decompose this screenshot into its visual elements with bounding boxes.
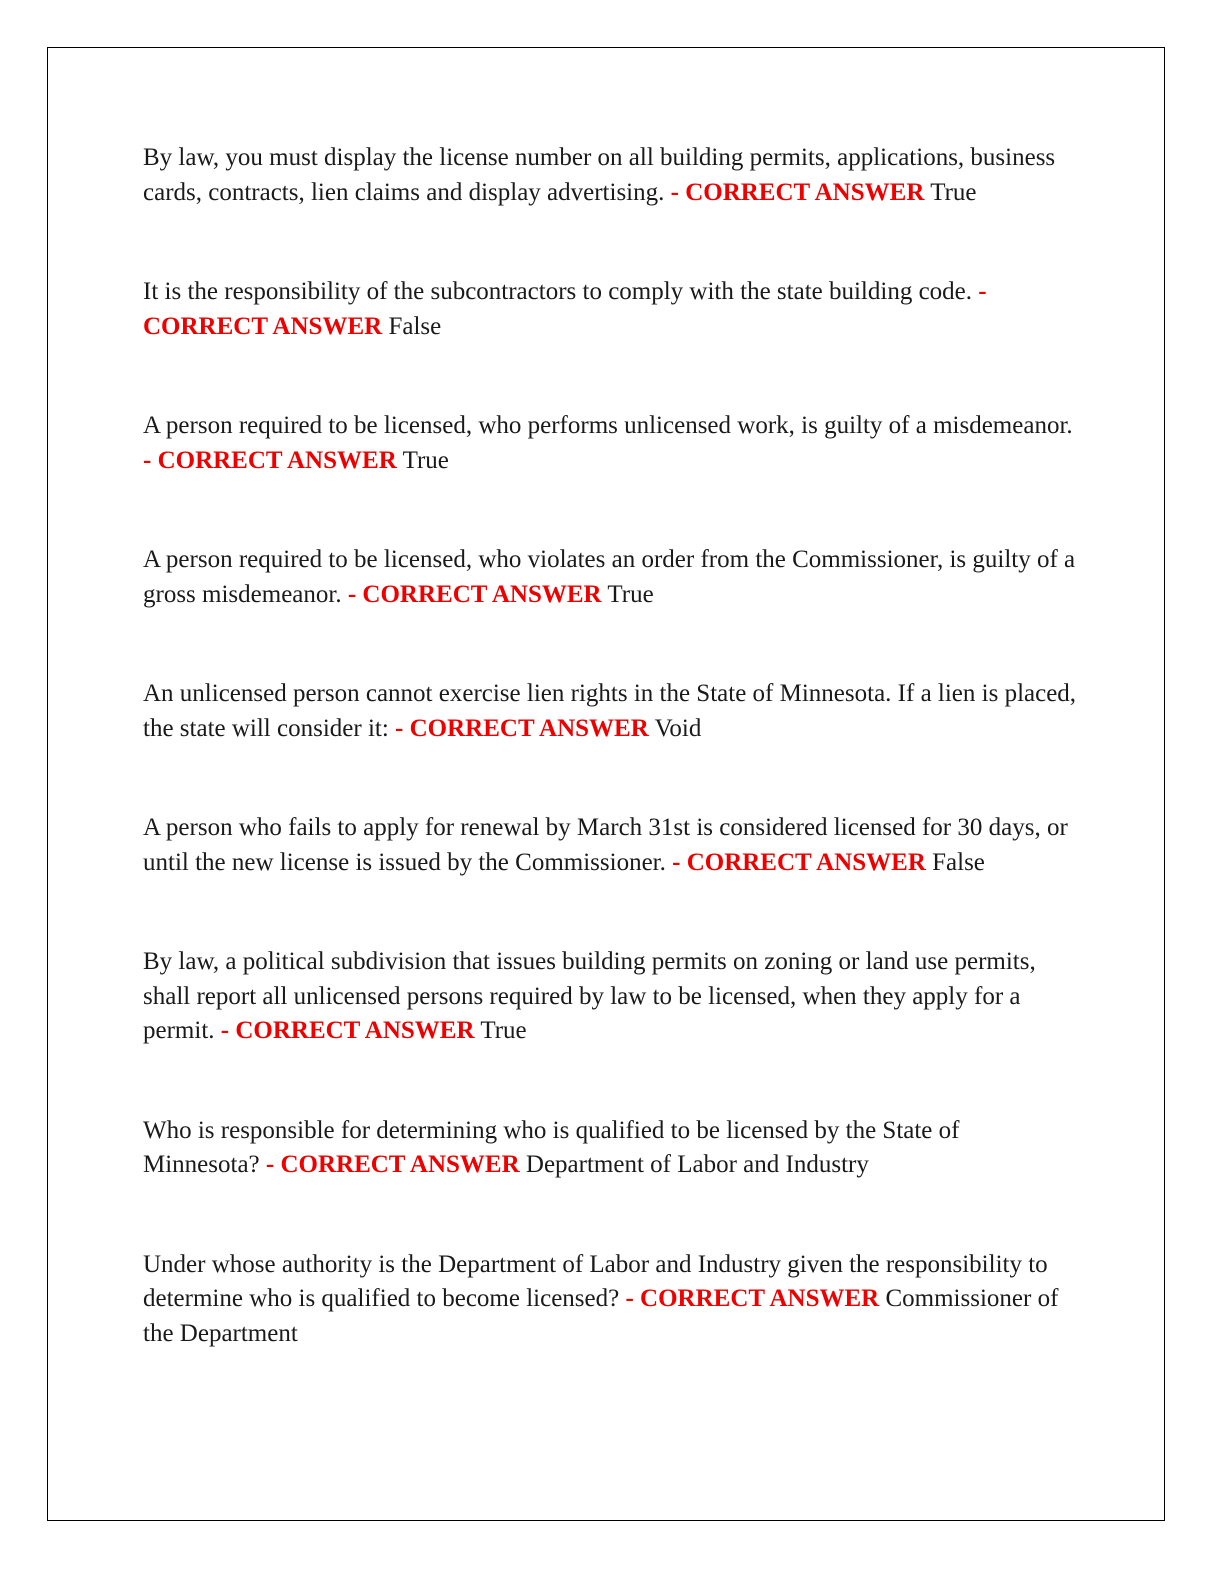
correct-answer-marker: - CORRECT ANSWER <box>672 848 926 876</box>
qa-item <box>143 945 1078 1049</box>
question-text: An unlicensed person cannot exercise lien rights in the State of Minnesota. If a lien is placed, the state will consider it: <box>143 680 1077 742</box>
qa-item <box>143 1114 1078 1183</box>
answer-text: True <box>480 1017 527 1044</box>
correct-answer-marker: - CORRECT ANSWER <box>625 1285 880 1312</box>
answer-text: True <box>607 580 654 608</box>
answer-text: True <box>930 178 977 206</box>
answer-text: Commissioner of the Department <box>143 1285 1059 1347</box>
qa-item <box>143 543 1078 612</box>
question-text: Under whose authority is the Department of Labor and Industry given the responsibility to determine who is qualified to become licensed? <box>143 1250 1048 1312</box>
answer-text: Department of Labor and Industry <box>525 1151 869 1178</box>
correct-answer-marker: - CORRECT ANSWER <box>143 446 397 474</box>
qa-item <box>143 811 1078 880</box>
qa-item <box>143 1248 1078 1352</box>
correct-answer-marker: - CORRECT ANSWER <box>670 178 925 206</box>
question-text: By law, you must display the license number on all building permits, applications, business cards, contracts, lien claims and display advertising. <box>143 144 1056 206</box>
correct-answer-marker: - CORRECT ANSWER <box>347 580 602 608</box>
correct-answer-marker: - CORRECT ANSWER <box>143 278 987 340</box>
correct-answer-marker: - CORRECT ANSWER <box>220 1017 475 1044</box>
question-text: A person required to be licensed, who performs unlicensed work, is guilty of a misdemeanor. <box>143 412 1073 439</box>
question-text: It is the responsibility of the subcontractors to comply with the state building code. <box>143 278 973 305</box>
qa-item <box>143 409 1078 478</box>
answer-text: True <box>402 446 449 474</box>
question-text: By law, a political subdivision that issues building permits on zoning or land use permits, shall report all unlicensed persons required by law to be licensed, when they apply for a permit. <box>143 948 1036 1044</box>
question-text: A person who fails to apply for renewal by March 31st is considered licensed for 30 days, or until the new license is issued by the Commissioner. <box>143 814 1068 876</box>
answer-text: False <box>388 312 442 340</box>
qa-item <box>143 677 1078 746</box>
answer-text: Void <box>654 714 702 742</box>
question-text: A person required to be licensed, who violates an order from the Commissioner, is guilty of a gross misdemeanor. <box>143 546 1076 608</box>
correct-answer-marker: - CORRECT ANSWER <box>395 714 649 742</box>
question-answer-list <box>143 141 1078 1416</box>
correct-answer-marker: - CORRECT ANSWER <box>265 1151 520 1178</box>
question-text: Who is responsible for determining who is qualified to be licensed by the State of Minnesota? <box>143 1116 960 1178</box>
qa-item <box>143 141 1078 210</box>
qa-item <box>143 275 1078 344</box>
answer-text: False <box>932 848 985 876</box>
